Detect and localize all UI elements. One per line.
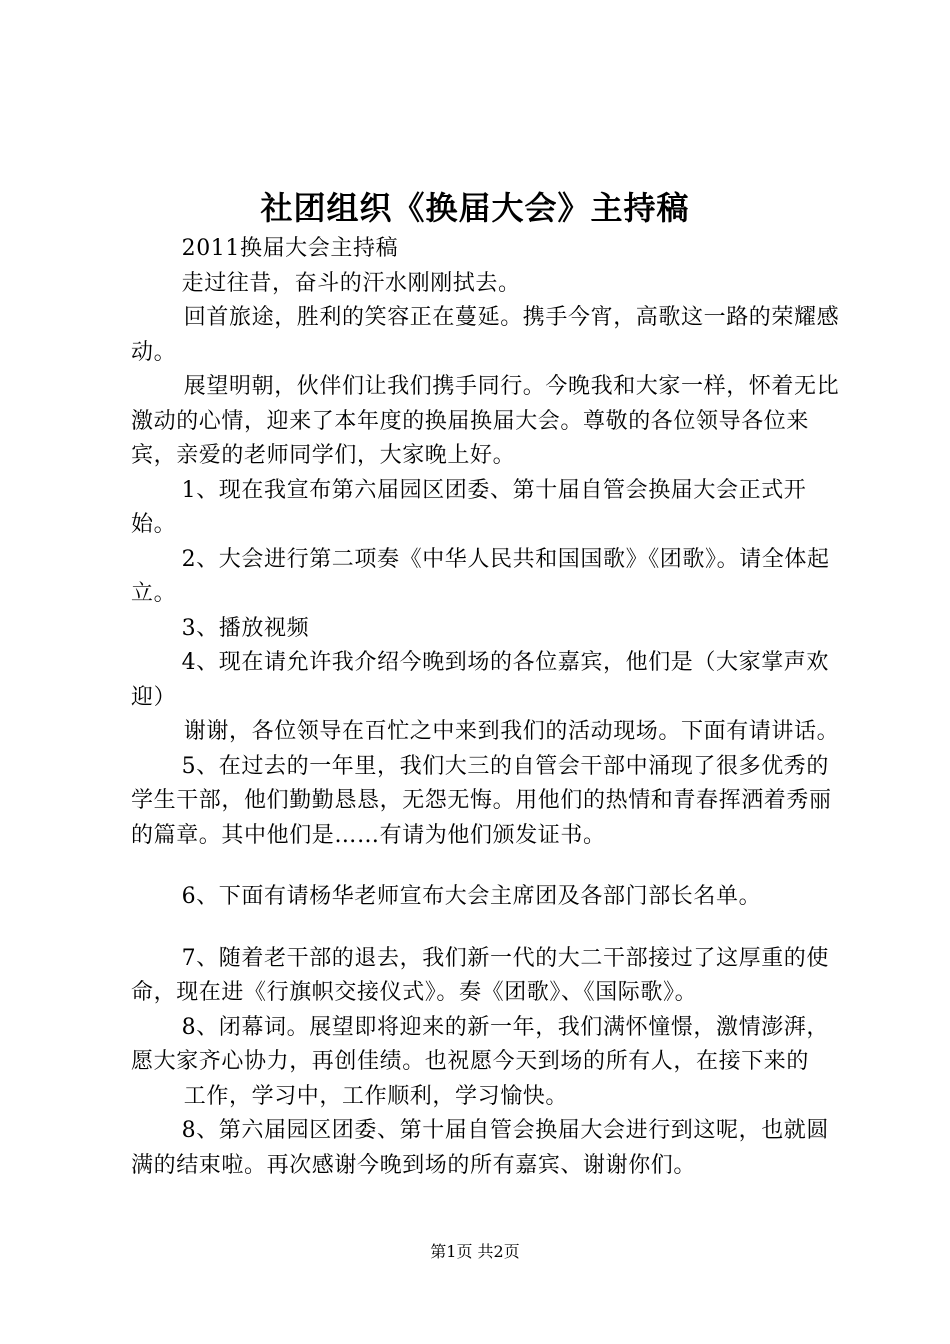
paragraph-heading: 2011换届大会主持稿 xyxy=(181,236,399,261)
paragraph: 3、播放视频 xyxy=(181,615,310,641)
paragraph: 谢谢，各位领导在百忙之中来到我们的活动现场。下面有请讲话。 xyxy=(183,719,840,744)
paragraph: 8、闭幕词。展望即将迎来的新一年，我们满怀憧憬，激情澎湃，愿大家齐心协力，再创佳绩。也祝愿今天到场的所有人，在接下来的 xyxy=(131,1014,829,1074)
document-title: 社团组织《换届大会》主持稿 xyxy=(260,189,690,227)
paragraph: 7、随着老干部的退去，我们新一代的大二干部接过了这厚重的使命，现在进《行旗帜交接仪式》。奏《团歌》、《国际歌》。 xyxy=(131,945,829,1005)
paragraph: 展望明朝，伙伴们让我们携手同行。今晚我和大家一样，怀着无比激动的心情，迎来了本年度的换届换届大会。尊敬的各位领导各位来宾，亲爱的老师同学们，大家晚上好。 xyxy=(131,374,840,468)
paragraph: 8、第六届园区团委、第十届自管会换届大会进行到这呢，也就圆满的结束啦。再次感谢今晚到场的所有嘉宾、谢谢你们。 xyxy=(131,1118,829,1178)
paragraph: 回首旅途，胜利的笑容正在蔓延。携手今宵，高歌这一路的荣耀感动。 xyxy=(131,305,840,365)
paragraph: 4、现在请允许我介绍今晚到场的各位嘉宾，他们是（大家掌声欢迎） xyxy=(131,650,829,710)
paragraph: 2、大会进行第二项奏《中华人民共和国国歌》《团歌》。请全体起立。 xyxy=(131,546,830,606)
paragraph: 走过往昔，奋斗的汗水刚刚拭去。 xyxy=(181,270,521,296)
paragraph: 6、下面有请杨华老师宣布大会主席团及各部门部长名单。 xyxy=(181,884,762,909)
paragraph: 工作，学习中，工作顺利，学习愉快。 xyxy=(183,1083,568,1109)
document-body xyxy=(131,232,843,1183)
paragraph: 1、现在我宣布第六届园区团委、第十届自管会换届大会正式开始。 xyxy=(131,477,807,537)
page-footer: 第1页 共2页 xyxy=(430,1242,520,1261)
paragraph: 5、在过去的一年里，我们大三的自管会干部中涌现了很多优秀的学生干部，他们勤勤恳恳，无怨无悔。用他们的热情和青春挥洒着秀丽的篇章。其中他们是……有请为他们颁发证书。 xyxy=(131,753,832,848)
